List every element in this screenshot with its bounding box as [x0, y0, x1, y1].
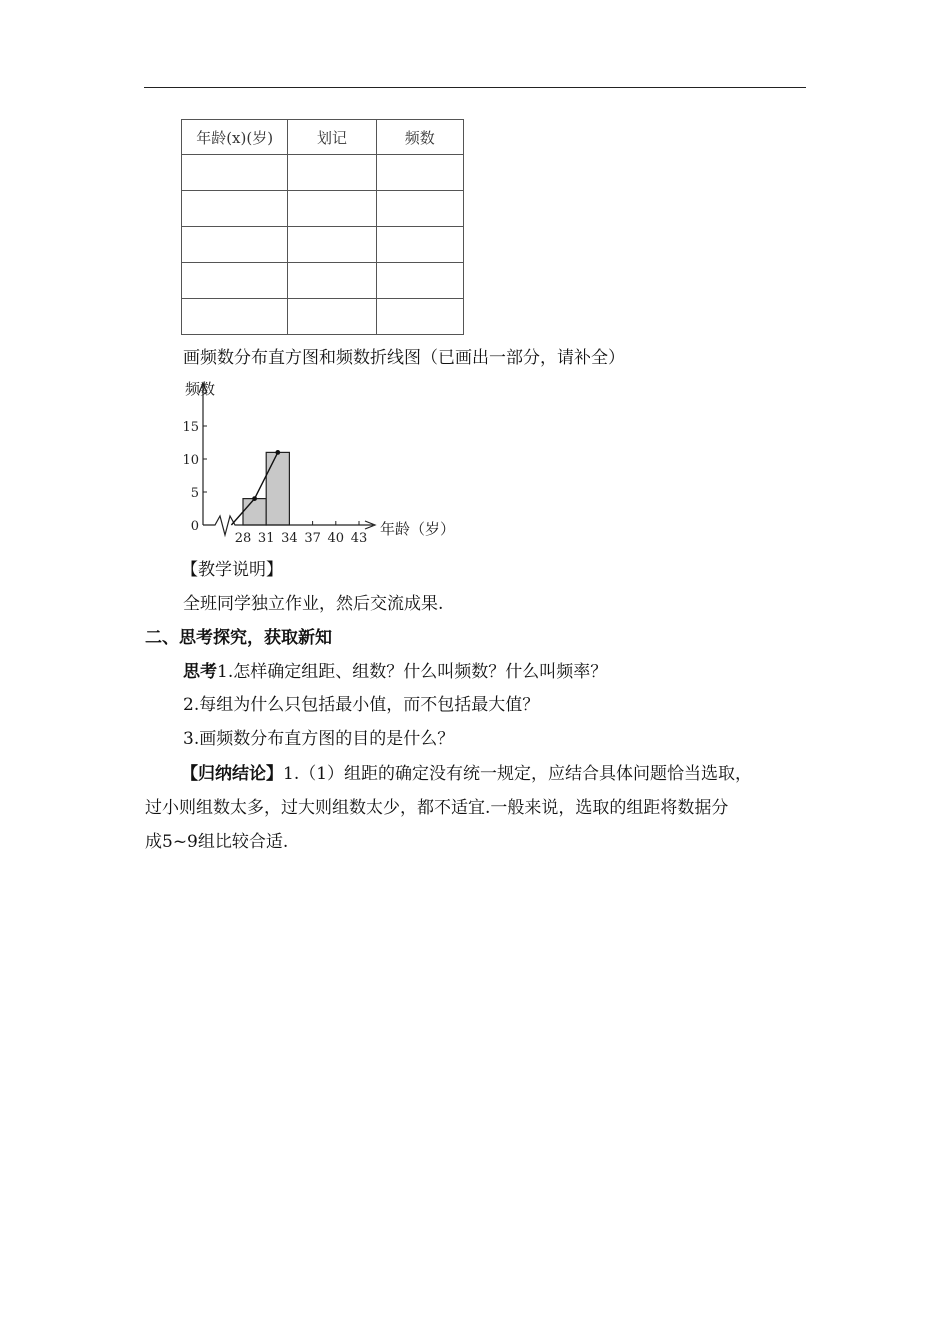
think-question-2: 2.每组为什么只包括最小值，而不包括最大值？	[183, 695, 540, 715]
think-question-3: 3.画频数分布直方图的目的是什么？	[183, 729, 455, 749]
histogram-bar	[266, 452, 289, 525]
histogram-chart	[175, 377, 475, 549]
table-cell	[288, 299, 376, 335]
conclusion-line-2: 过小则组数太多，过大则组数太少，都不适宜.一般来说，选取的组距将数据分	[145, 798, 729, 818]
table-cell	[376, 155, 463, 191]
table-cell	[182, 191, 288, 227]
x-tick-label: 40	[327, 531, 345, 546]
table-cell	[376, 263, 463, 299]
table-cell	[376, 227, 463, 263]
table-cell	[288, 263, 376, 299]
histogram-bar	[243, 499, 266, 525]
x-tick-label: 31	[257, 531, 275, 546]
table-header-row	[182, 120, 464, 155]
think-question-1	[183, 661, 607, 683]
table-cell	[288, 155, 376, 191]
table-row	[182, 263, 464, 299]
table-row	[182, 155, 464, 191]
polygon-point	[275, 450, 280, 455]
x-tick-label: 43	[350, 531, 368, 546]
table-cell	[182, 263, 288, 299]
header-rule	[144, 87, 806, 88]
table-row	[182, 299, 464, 335]
think-q1-text: 1.怎样确定组距、组数？什么叫频数？什么叫频率？	[217, 662, 608, 682]
polygon-point	[252, 496, 257, 501]
conclusion-line1-text: 1.（1）组距的确定没有统一规定，应结合具体问题恰当选取，	[283, 764, 753, 784]
table-cell	[376, 191, 463, 227]
table-cell	[376, 299, 463, 335]
conclusion-line-3: 成5~9组比较合适.	[145, 832, 289, 852]
header-age: 年龄(x)(岁)	[182, 120, 288, 155]
histogram-bars	[243, 452, 289, 525]
x-tick-label: 28	[234, 531, 252, 546]
frequency-table	[181, 119, 464, 335]
x-axis-label: 年龄（岁）	[380, 520, 456, 538]
section-title: 二、思考探究，获取新知	[145, 628, 332, 648]
chart-instruction: 画频数分布直方图和频数折线图（已画出一部分，请补全）	[183, 348, 625, 368]
conclusion-label: 【归纳结论】	[181, 764, 283, 784]
y-tick-label: 15	[182, 420, 199, 435]
table-cell	[288, 191, 376, 227]
header-frequency: 频数	[376, 120, 463, 155]
y-tick-label: 0	[190, 519, 199, 534]
y-axis-label: 频数	[185, 380, 216, 398]
table-cell	[288, 227, 376, 263]
think-label: 思考	[183, 662, 217, 682]
table-cell	[182, 155, 288, 191]
teaching-note-title: 【教学说明】	[181, 560, 283, 580]
table-row	[182, 191, 464, 227]
table-cell	[182, 227, 288, 263]
y-tick-label: 5	[190, 486, 199, 501]
x-tick-label: 34	[281, 531, 298, 546]
header-tally: 划记	[288, 120, 376, 155]
y-tick-label: 10	[182, 453, 199, 468]
x-tick-label: 37	[304, 531, 321, 546]
teaching-note-text: 全班同学独立作业，然后交流成果.	[183, 594, 444, 614]
table-cell	[182, 299, 288, 335]
x-axis-break	[203, 516, 238, 535]
table-row	[182, 227, 464, 263]
conclusion-line-1	[181, 763, 752, 785]
